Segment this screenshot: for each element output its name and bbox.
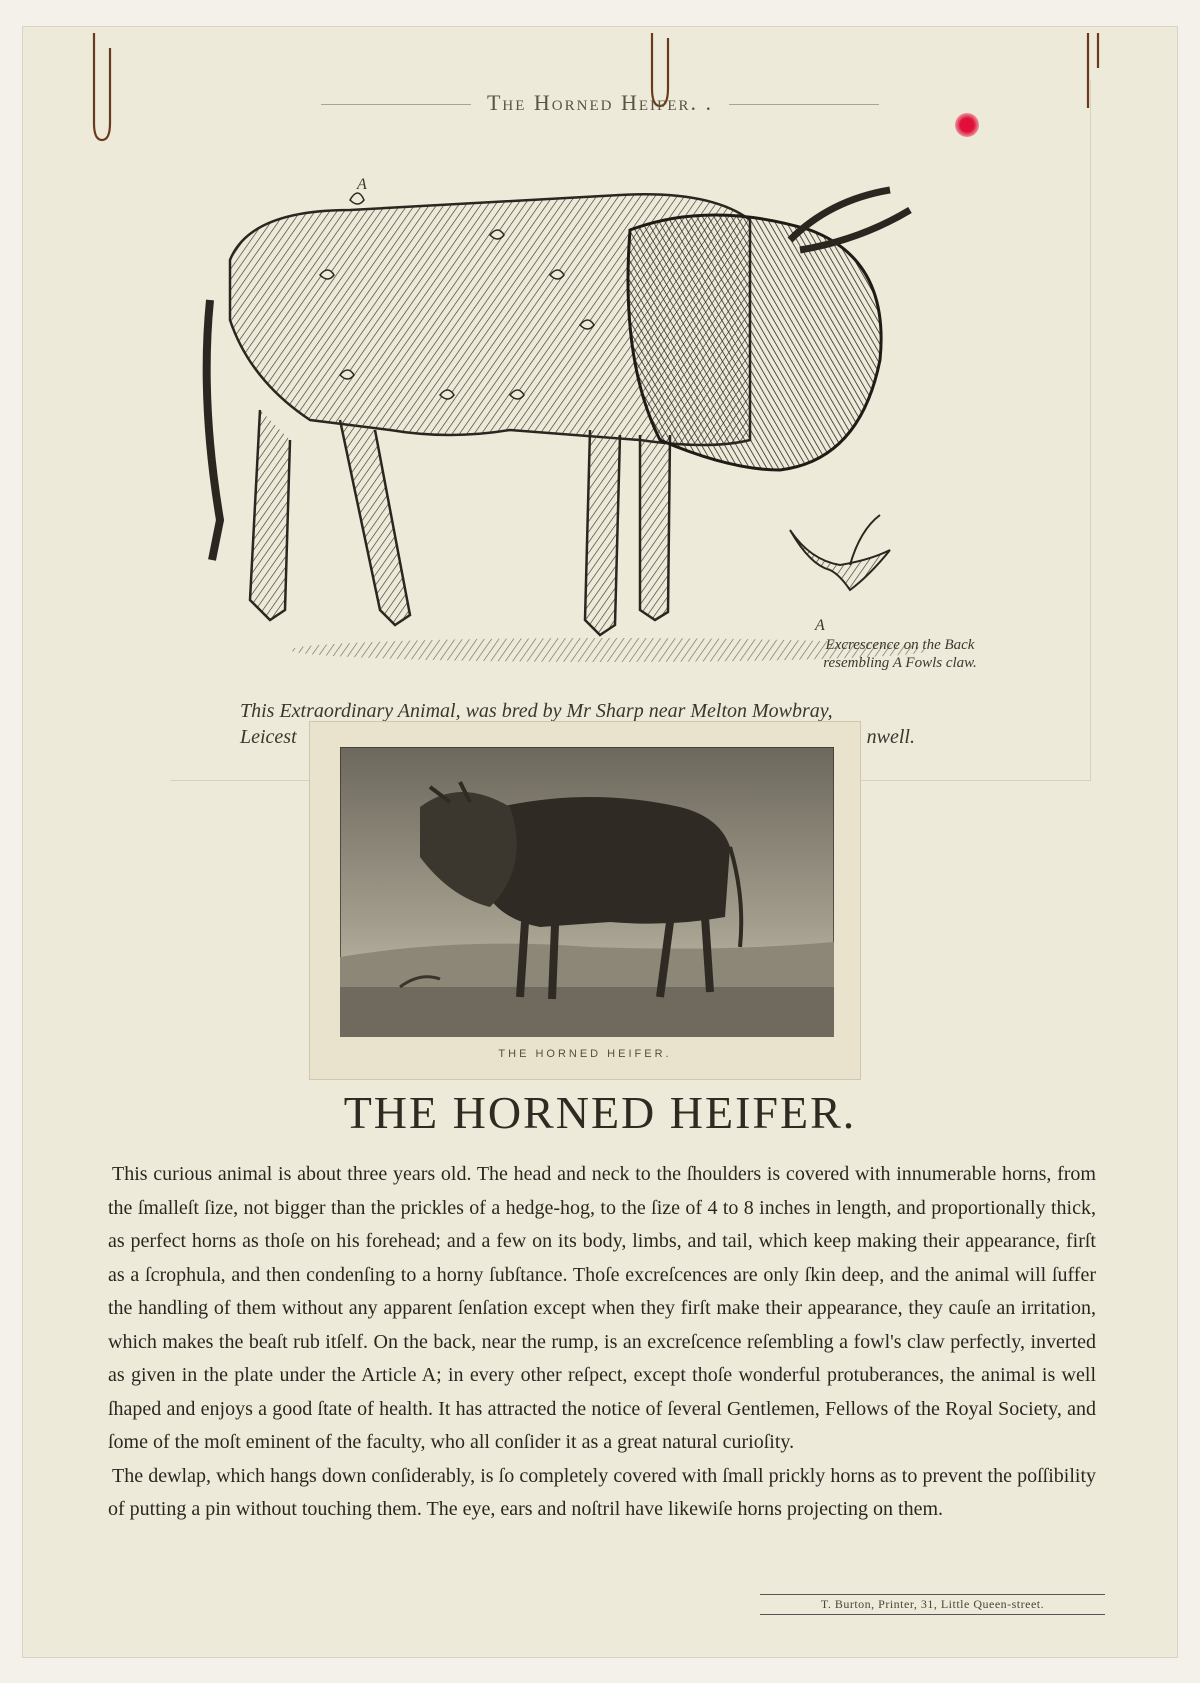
label-a-back: A (357, 176, 367, 193)
engraving-caption-line1: This Extraordinary Animal, was bred by Mr Sharp near Melton Mowbray, (240, 700, 833, 722)
broadside-text (108, 1158, 1096, 1527)
label-a-claw: A (815, 617, 825, 634)
claw-caption (790, 636, 1010, 672)
engraving-caption-line2-left: Leicest (240, 726, 297, 748)
paperclip-right-icon (1080, 28, 1106, 148)
inset-print (310, 722, 860, 1079)
red-ink-mark (955, 113, 979, 137)
inset-caption: THE HORNED HEIFER. (498, 1048, 672, 1060)
paperclip-left-icon (88, 28, 114, 148)
horned-heifer-engraving (190, 180, 1030, 680)
broadside-title: THE HORNED HEIFER. (343, 1087, 857, 1138)
paragraph-2: The dewlap, which hangs down conſiderably, is ſo completely covered with ſmall prickly horns as to prevent the poſſibility of putting a pin without touching them. The eye, ears and noſtril have likewiſe horns projecting on them. (108, 1464, 1096, 1520)
engraving-caption-line2-right: nwell. (866, 726, 915, 748)
claw-caption-line1: Excrescence on the Back (825, 637, 975, 653)
claw-caption-line2: resembling A Fowls claw. (823, 655, 977, 671)
engraving-title: The Horned Heifer. . (0, 90, 1200, 116)
printer-imprint: T. Burton, Printer, 31, Little Queen-street. (760, 1594, 1105, 1615)
paperclip-center-icon (646, 28, 672, 148)
paragraph-1: This curious animal is about three years old. The head and neck to the ſhoulders is covered with innumerable horns, from the ſmalleſt ſize, not bigger than the prickles of a hedge-hog, to the ſize of 4 to 8 inches in length, and proportionally thick, as perfect horns as thoſe on his forehead; and a few on its body, limbs, and tail, which keep making their appearance, firſt as a ſcrophula, and then condenſing to a horny ſubſtance. Thoſe excreſcences are only ſkin deep, and the animal will ſuffer the handling of them without any apparent ſenſation except when they firſt make their appearance, they cauſe an irritation, which makes the beaſt rub itſelf. On the back, near the rump, is an excreſcence reſembling a fowl's claw perfectly, inverted as given in the plate under the Article A; in every other reſpect, except thoſe wonderful protuberances, the animal is well ſhaped and enjoys a good ſtate of health. It has attracted the notice of ſeveral Gentlemen, Fellows of the Royal Society, and ſome of the moſt eminent of the faculty, who all conſider it as a great natural curioſity. (108, 1163, 1096, 1453)
inset-heifer-picture (340, 747, 834, 1037)
